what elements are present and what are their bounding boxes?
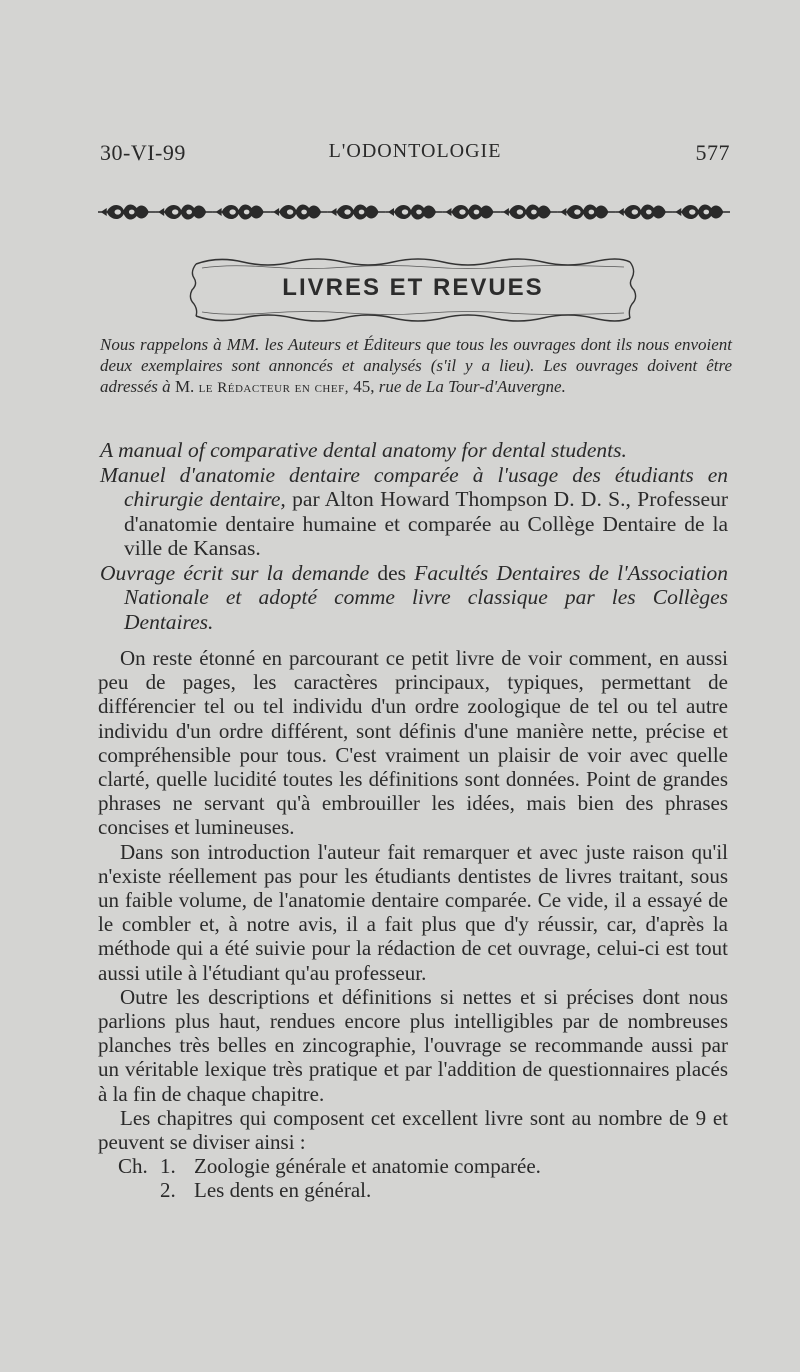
- ornament-motif: [443, 204, 500, 219]
- paragraph-2: Dans son introduction l'auteur fait remarquer et avec juste raison qu'il n'existe réellement pas pour les étudiants dentistes de livres traitant, sous un faible volume, de l'anatomie dentaire comparée. Ce vide, il a essayé de le combler et, à notre avis, il a fait plus que d'y réussir, car, d'après la méthode qui a été suivie pour la rédaction de cet ouvrage, celui-ci est tout aussi utile à l'étudiant qu'au professeur.: [98, 839, 728, 985]
- paragraph-1: On reste étonné en parcourant ce petit livre de voir comment, en aussi peu de pages, les caractères principaux, typiques, permettant de différencier tel ou tel individu d'un ordre zoologique de tel ou tel autre individu d'un ordre différent, sont définis d'une manière nette, précise et compréhensible pour tous. C'est vraiment un plaisir de voir avec quelle clarté, quelle lucidité toutes les définitions sont données. Point de grandes phrases ne servant qu'à embrouiller les idées, mais bien des phrases concises et lumineuses.: [98, 646, 728, 840]
- ornament-motif: [500, 204, 557, 219]
- book-note-des: des: [377, 560, 407, 585]
- ornament-motif: [558, 204, 615, 219]
- scroll-ornament-icon: [98, 200, 730, 224]
- french-book-title-block: [100, 463, 728, 561]
- chapter-item: [98, 1178, 728, 1202]
- section-title: LIVRES ET REVUES: [282, 274, 544, 301]
- chapter-list: [98, 1154, 728, 1202]
- chapter-item: [98, 1154, 728, 1178]
- ornament-motif: [328, 204, 385, 219]
- notice-text: Nous rappelons à MM. les Auteurs et Éditeurs que tous les ouvrages dont ils nous envoient deux exemplaires sont annoncés et analysés (s'il y a lieu). Les ouvrages doivent être adressés à: [100, 335, 732, 396]
- book-note-part2: Facultés Dentaires de l'Association Nationale et adopté comme livre classique par les Collèges Dentaires.: [124, 560, 729, 634]
- notice-address: rue de La Tour-d'Auvergne.: [378, 377, 566, 396]
- notice-street-number: 45,: [353, 377, 375, 396]
- ornament-motif: [270, 204, 327, 219]
- english-book-title: A manual of comparative dental anatomy for dental students.: [100, 438, 627, 462]
- chapter-number: 2.: [160, 1178, 176, 1203]
- book-author-info: par Alton Howard Thompson D. D. S., Professeur d'anatomie dentaire humaine et comparée au Collège Dentaire de la ville de Kansas.: [124, 487, 728, 560]
- book-note-part1: Ouvrage écrit sur la demande: [100, 560, 370, 585]
- ornament-motif: [155, 204, 212, 219]
- ornament-motif: [98, 204, 155, 219]
- running-head: [100, 140, 730, 172]
- page-number: 577: [695, 140, 730, 165]
- editorial-notice: [100, 334, 732, 399]
- issue-date: 30-VI-99: [100, 140, 186, 165]
- ornament-motif: [673, 204, 730, 219]
- section-title-frame: [188, 252, 638, 326]
- ornament-motif: [615, 204, 672, 219]
- chapter-prefix: Ch.: [118, 1154, 148, 1179]
- notice-recipient: le Rédacteur en chef,: [198, 380, 349, 396]
- review-body: [98, 646, 728, 1203]
- chapter-title: Zoologie générale et anatomie comparée.: [194, 1154, 541, 1179]
- ornament-motif: [213, 204, 270, 219]
- paragraph-3: Outre les descriptions et définitions si nettes et si précises dont nous parlions plus haut, rendues encore plus intelligibles par de nombreuses planches très belles en zincographie, l'ouvrage se recommande aussi par un véritable lexique très pratique et par l'addition de questionnaires placés à la fin de chaque chapitre.: [98, 984, 728, 1106]
- book-note: [100, 561, 728, 635]
- notice-salutation: M.: [174, 377, 195, 396]
- ornament-motif: [385, 204, 442, 219]
- paragraph-4: Les chapitres qui composent cet excellent livre sont au nombre de 9 et peuvent se diviser ainsi :: [98, 1105, 728, 1155]
- journal-name: L'ODONTOLOGIE: [328, 140, 502, 162]
- book-reference: [100, 438, 728, 634]
- chapter-number: 1.: [160, 1154, 176, 1179]
- french-book-title: Manuel d'anatomie dentaire comparée à l'usage des étudiants en chirurgie dentaire,: [100, 462, 728, 511]
- chapter-title: Les dents en général.: [194, 1178, 372, 1203]
